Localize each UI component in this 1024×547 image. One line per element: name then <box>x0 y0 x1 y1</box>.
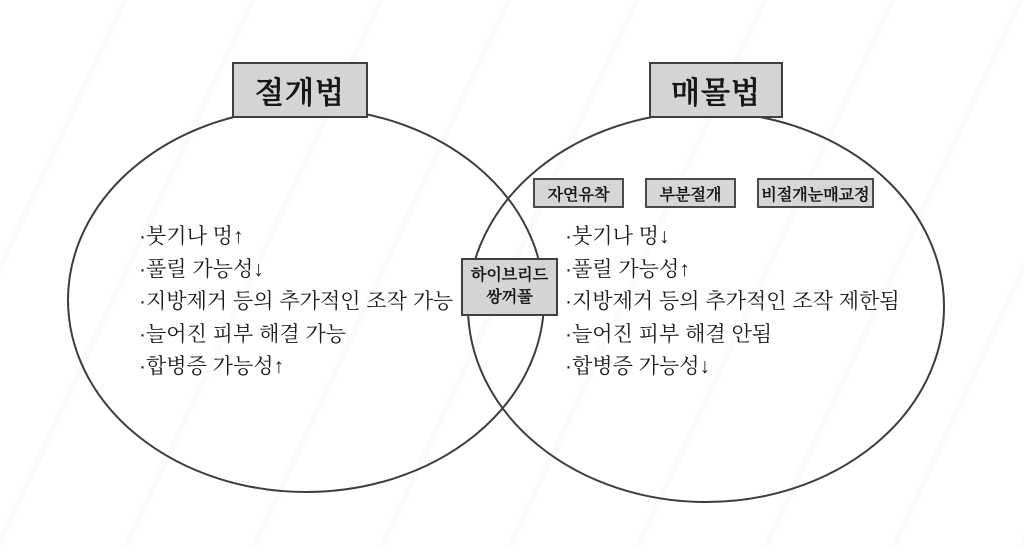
method-chip-non-incision-correction: 비절개눈매교정 <box>757 178 874 208</box>
list-item: ·늘어진 피부 해결 안됨 <box>565 322 773 346</box>
list-item: ·합병증 가능성↓ <box>565 355 711 378</box>
left-title-box <box>232 62 368 118</box>
list-item: ·합병증 가능성↑ <box>139 355 285 378</box>
list-item: ·지방제거 등의 추가적인 조작 제한됨 <box>565 290 900 313</box>
left-title: 절개법 <box>255 77 345 110</box>
right-title: 매몰법 <box>671 77 761 110</box>
list-item: ·붓기나 멍↑ <box>139 225 244 248</box>
list-item: ·풀릴 가능성↓ <box>139 257 264 281</box>
method-chip-natural-adhesion: 자연유착 <box>533 178 624 208</box>
intersection-label-box <box>461 258 558 316</box>
list-item: ·지방제거 등의 추가적인 조작 가능 <box>139 290 454 313</box>
list-item: ·붓기나 멍↓ <box>565 225 670 248</box>
intersection-label-line2: 쌍꺼풀 <box>486 289 533 306</box>
intersection-label-line1: 하이브리드 <box>470 267 549 284</box>
method-chip-partial-incision: 부분절개 <box>645 178 736 208</box>
right-items-list <box>565 221 900 384</box>
list-item: ·늘어진 피부 해결 가능 <box>139 322 347 346</box>
list-item: ·풀릴 가능성↑ <box>565 257 690 281</box>
right-title-box <box>649 62 783 118</box>
left-items-list <box>139 221 453 384</box>
